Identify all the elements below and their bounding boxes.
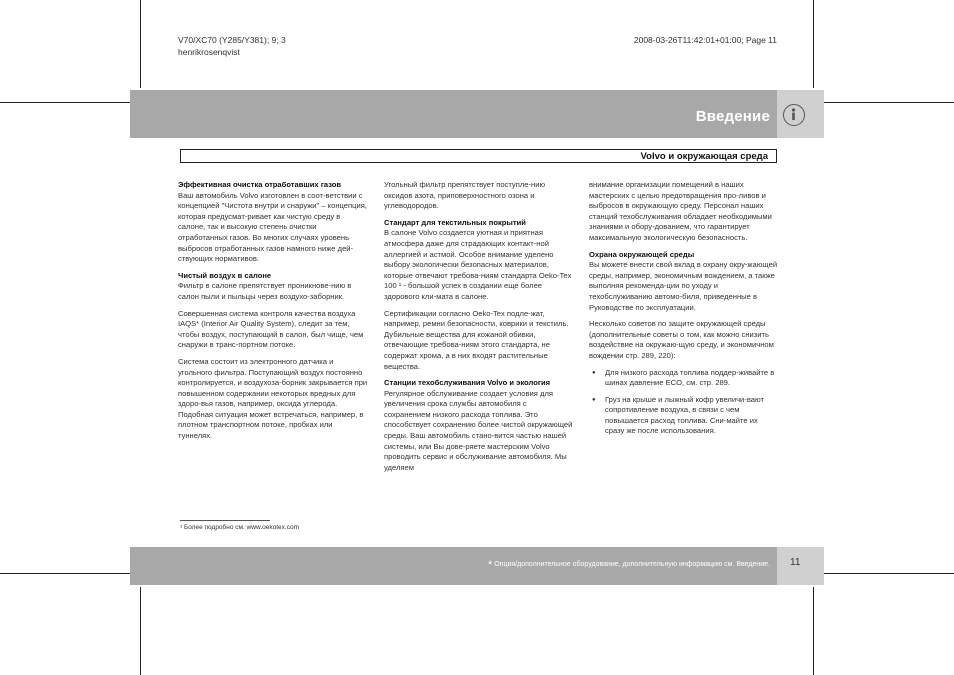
column-3 bbox=[589, 180, 779, 443]
heading-environment-protection: Охрана окружающей среды bbox=[589, 249, 695, 259]
crop-mark bbox=[140, 0, 141, 88]
list-item: ● Для низкого расхода топлива поддер-живайте в шинах давление ECO, см. стр. 289. bbox=[589, 368, 779, 389]
info-icon bbox=[783, 104, 805, 126]
heading-clean-air: Чистый воздух в салоне bbox=[178, 270, 272, 280]
crop-mark bbox=[0, 102, 130, 103]
paragraph: Угольный фильтр препятствует поступле-нию оксидов азота, приповерхностного озона и углеводородов. bbox=[384, 180, 546, 211]
crop-mark bbox=[140, 587, 141, 675]
crop-mark bbox=[824, 573, 954, 574]
asterisk: * bbox=[488, 559, 493, 571]
paragraph: Система состоит из электронного датчика и угольного фильтра. Поступающий воздух постоянно контролируется, и воздухоза-борник закрывается при повышенном содержании некоторых вредных для здоро-вья газов, например, оксида углерода. Подобная ситуация может встречаться, например, в плотном транспортном потоке, пробках или туннелях. bbox=[178, 356, 368, 441]
author: henrikrosenqvist bbox=[178, 47, 240, 57]
paragraph: Сертификации согласно Oeko-Tex подле-жат, например, ремни безопасности, коврики и текстиль. Дубильные вещества для кожаной обивки, отвечающие требова-ниям этого стандарта, не содержат хрома, а в них входят растительные вещества. bbox=[384, 308, 569, 371]
paragraph: Совершенная система контроля качества воздуха IAQS* (Interior Air Quality System), следит за тем, чтобы воздух, поступающий в салон, был чище, чем снаружи в транс-портном потоке. bbox=[178, 308, 364, 350]
paragraph: Ваш автомобиль Volvo изготовлен в соот-ветствии с концепцией "Чистота внутри и снаружи" – концепция, которая предусмат-ривает как чистую среду в салоне, так и высокую степень очистки отработанных газов. Во многих случаях уровень выбросов отработанных газов намного ниже дей-ствующих нормативов. bbox=[178, 190, 367, 264]
section-title-box bbox=[180, 149, 777, 163]
list-item: ● Груз на крыше и лыжный кофр увеличи-вают сопротивление воздуха, в связи с чем повышается расход топлива. Сни-майте их сразу же после использования. bbox=[589, 395, 779, 437]
paragraph: Несколько советов по защите окружающей среды (дополнительные советы о том, как можно снизить воздействие на окружаю-щую среду, и экономичном вождении стр. 289, 220): bbox=[589, 319, 774, 360]
chapter-title: Введение bbox=[695, 108, 770, 125]
footnote: ¹ Более подробно см. www.oekotex.com bbox=[180, 524, 299, 531]
footnote-divider bbox=[180, 520, 270, 521]
paragraph: Фильтр в салоне препятствует проникнове-нию в салон пыли и пыльцы через воздухо-заборник. bbox=[178, 281, 352, 301]
crop-mark bbox=[824, 102, 954, 103]
footer-band-end bbox=[777, 547, 824, 585]
paragraph: Регулярное обслуживание создает условия для увеличения срока службы автомобиля с сохранением низкого расхода топлива. Это способствует сохранению более чистой окружающей среды. Ваш автомобиль стано-вится частью нашей системы, или Вы дове-ряете мастерским Volvo проводить сервис и обслуживание автомобиля. Мы уделяем bbox=[384, 388, 573, 472]
column-1 bbox=[178, 180, 368, 448]
section-title: Volvo и окружающая среда bbox=[640, 151, 768, 162]
crop-mark bbox=[813, 587, 814, 675]
header-left bbox=[178, 34, 286, 58]
tips-list bbox=[589, 368, 779, 438]
heading-exhaust: Эффективная очистка отработавших газов bbox=[178, 180, 342, 189]
crop-mark bbox=[0, 573, 130, 574]
paragraph: внимание организации помещений в наших мастерских с целью предотвращения про-ливов и выбросов в окружающую среду. Персонал наших станций техобслуживания обладает необходимыми знаниями и обору-дованием, что гарантирует максимальную экологическую безопасность. bbox=[589, 180, 772, 242]
timestamp-page: 2008-03-26T11:42:01+01:00; Page 11 bbox=[633, 35, 777, 45]
footer-text: Опция/дополнительное оборудование, дополнительную информацию см. Введение. bbox=[494, 561, 770, 568]
heading-service-stations: Станции техобслуживания Volvo и экология bbox=[384, 378, 551, 388]
footer-note bbox=[488, 559, 770, 571]
page-number: 11 bbox=[790, 557, 801, 568]
model-line: V70/XC70 (Y285/Y381); 9; 3 bbox=[178, 35, 286, 45]
column-2 bbox=[384, 180, 574, 479]
paragraph: Вы можете внести свой вклад в охрану окру-жающей среды, например, экономичным вождением, а также выполняя рекоменда-ции по уходу и техобслуживанию автомо-биля, приведенные в Руководстве по эксплуатации. bbox=[589, 260, 778, 312]
heading-textile-standard: Стандарт для текстильных покрытий bbox=[384, 217, 526, 227]
paragraph: В салоне Volvo создается уютная и приятная атмосфера даже для страдающих контакт-ной аллергией и астмой. Особое внимание уделено выбору экологически безопасных материалов, которые отвечают требова-ниям стандарта Oeko-Tex 100 ¹ - большой успех в создании еще более здорового кли-мата в салоне. bbox=[384, 228, 572, 301]
crop-mark bbox=[813, 0, 814, 88]
